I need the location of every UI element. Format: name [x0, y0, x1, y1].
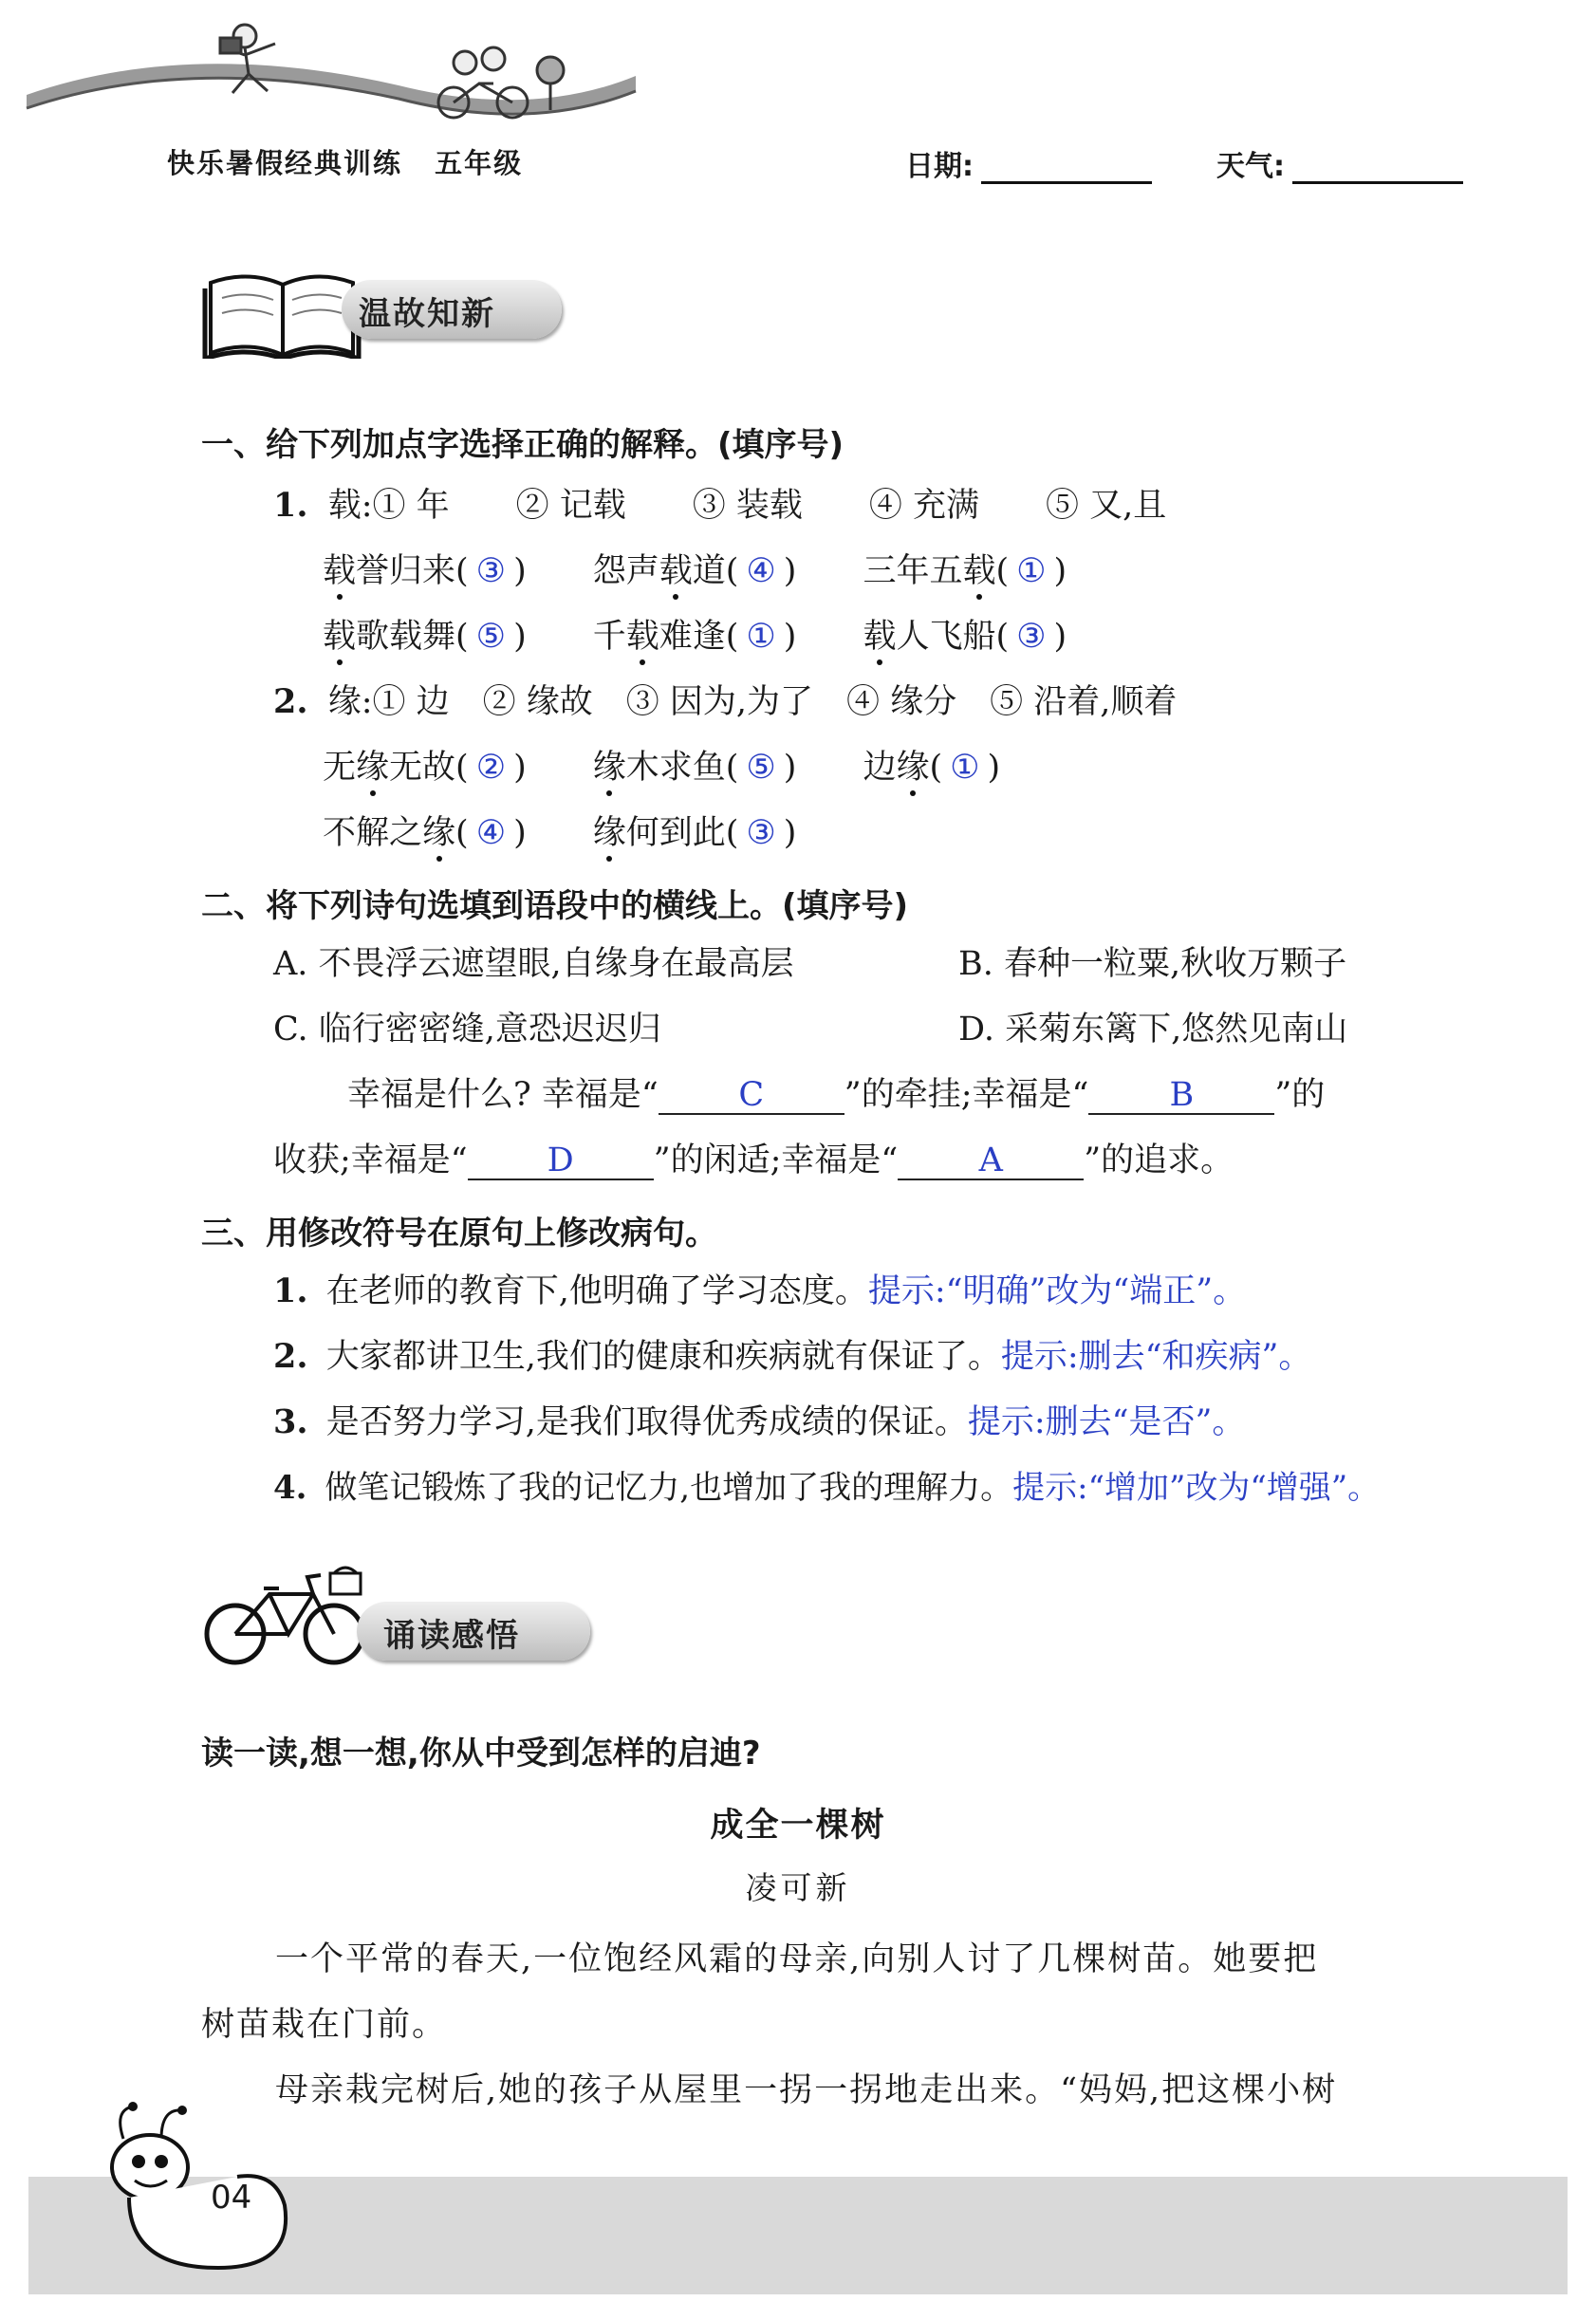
- q1-entry-suffix: (: [929, 749, 943, 787]
- page-number: 04: [211, 2179, 252, 2217]
- date-field: [905, 142, 1152, 184]
- q1-entry-answer[interactable]: ④: [746, 552, 776, 590]
- q1-entry: [863, 747, 1000, 789]
- q1-entry-close: ): [987, 749, 1001, 787]
- q1-entry-answer[interactable]: ⑤: [746, 749, 776, 787]
- article-title: 成全一棵树: [710, 1807, 886, 1845]
- q2-option-a: A. 不畏浮云遮望眼,自缘身在最高层: [273, 945, 794, 983]
- q2-blank-2[interactable]: B: [1088, 1077, 1274, 1115]
- weather-field: [1216, 142, 1463, 184]
- q3-item-1: [273, 1271, 1246, 1312]
- q1-entry-answer[interactable]: ③: [1016, 618, 1047, 656]
- q1-entry-close: ): [1053, 618, 1067, 656]
- q1-entry-answer[interactable]: ②: [475, 749, 507, 787]
- q2-text-5: ”的闲适;幸福是“: [653, 1141, 899, 1179]
- q1-entry-prefix: 边: [863, 749, 897, 787]
- q1-entry-close: ): [783, 618, 797, 656]
- q3-item-3-number: 3.: [273, 1402, 308, 1441]
- q1-entry-answer[interactable]: ⑤: [475, 618, 507, 656]
- q1-entry-answer[interactable]: ①: [746, 618, 776, 656]
- bicycle-icon: [201, 1566, 372, 1670]
- q1-entry: [593, 812, 797, 854]
- q2-paragraph-line2: [273, 1140, 1234, 1181]
- date-label: 日期:: [905, 150, 974, 183]
- q1-entry-dotted-char: 缘: [356, 749, 390, 787]
- q1-entry: [323, 550, 527, 592]
- article-paragraph-1a: 一个平常的春天,一位饱经风霜的母亲,向别人讨了几棵树苗。她要把: [275, 1940, 1319, 1978]
- q2-option-c: C. 临行密密缝,意恐迟迟归: [273, 1011, 661, 1049]
- q1-entry: [863, 616, 1067, 658]
- reading-prompt: 读一读,想一想,你从中受到怎样的启迪?: [201, 1735, 761, 1772]
- date-line: [981, 152, 1152, 184]
- q1-entry-close: ): [513, 552, 527, 590]
- q1-entry-dotted-char: 载: [323, 552, 357, 590]
- q3-item-4-text: 做笔记锻炼了我的记忆力,也增加了我的理解力。: [325, 1469, 1013, 1507]
- q1-entry-suffix: 何到此(: [625, 814, 739, 852]
- q1-entry-prefix: 千: [592, 618, 626, 656]
- question-1-title: 一、给下列加点字选择正确的解释。(填序号): [201, 426, 844, 464]
- running-kids-icon: [220, 25, 275, 93]
- q1-entry-suffix: (: [455, 814, 469, 852]
- q1-entry-suffix: 歌载舞(: [356, 618, 469, 656]
- q1-entry: [593, 616, 797, 658]
- q1-entry-answer[interactable]: ④: [475, 814, 507, 852]
- weather-line: [1292, 152, 1463, 184]
- book-icon: [201, 264, 362, 359]
- section-title-review: 温故知新: [359, 295, 495, 333]
- q1-item1-number: 1.: [273, 486, 308, 525]
- q1-entry: [863, 550, 1067, 592]
- q2-option-d: D. 采菊东篱下,悠然见南山: [958, 1011, 1348, 1049]
- q1-entry-dotted-char: 缘: [422, 814, 456, 852]
- q2-text-1: 幸福是什么? 幸福是“: [347, 1076, 659, 1114]
- q3-item-2-hint: 提示:删去“和疾病”。: [1000, 1338, 1312, 1376]
- q1-item2-number: 2.: [273, 682, 308, 721]
- q1-entry-prefix: 无: [323, 749, 357, 787]
- article-author: 凌可新: [745, 1869, 851, 1906]
- question-3-title: 三、用修改符号在原句上修改病句。: [201, 1215, 717, 1253]
- header-illustration: [0, 0, 683, 142]
- q2-blank-3[interactable]: D: [468, 1142, 654, 1180]
- q1-entry-suffix: 木求鱼(: [625, 749, 739, 787]
- q1-entry: [593, 747, 797, 789]
- q1-entry-dotted-char: 载: [659, 552, 693, 590]
- section-title-reading: 诵读感悟: [383, 1617, 520, 1655]
- q1-item1-row2: [323, 616, 1067, 658]
- q2-text-4: 收获;幸福是“: [273, 1141, 468, 1179]
- snail-icon: [95, 2101, 304, 2281]
- q2-blank-1[interactable]: C: [659, 1077, 844, 1115]
- q2-option-b: B. 春种一粒粟,秋收万颗子: [958, 945, 1347, 983]
- q3-item-3: [273, 1401, 1245, 1443]
- q1-entry-suffix: 人飞船(: [896, 618, 1010, 656]
- q2-text-3: ”的: [1274, 1076, 1326, 1114]
- q1-entry-suffix: 无故(: [389, 749, 469, 787]
- header-series: [167, 142, 523, 181]
- q1-entry-suffix: 誉归来(: [356, 552, 469, 590]
- series-name: 快乐暑假经典训练: [167, 147, 403, 179]
- q3-item-4-hint: 提示:“增加”改为“增强”。: [1012, 1469, 1381, 1507]
- q1-entry-suffix: (: [995, 552, 1010, 590]
- q1-entry-dotted-char: 载: [625, 618, 659, 656]
- q3-item-4: [273, 1467, 1380, 1509]
- article-paragraph-2: 母亲栽完树后,她的孩子从屋里一拐一拐地走出来。“妈妈,把这棵小树: [275, 2071, 1338, 2109]
- q2-text-2: ”的牵挂;幸福是“: [844, 1076, 1089, 1114]
- q1-entry-close: ): [783, 814, 797, 852]
- q3-item-1-text: 在老师的教育下,他明确了学习态度。: [325, 1272, 868, 1310]
- q1-item1-row1: [323, 550, 1067, 592]
- q3-item-2: [273, 1336, 1311, 1378]
- weather-label: 天气:: [1216, 150, 1285, 183]
- q1-entry: [593, 550, 797, 592]
- q1-entry-dotted-char: 载: [962, 552, 996, 590]
- q1-entry-dotted-char: 缘: [896, 749, 930, 787]
- q1-entry-suffix: 难逢(: [659, 618, 739, 656]
- q1-entry: [323, 747, 527, 789]
- q1-entry-close: ): [783, 552, 797, 590]
- q3-item-2-number: 2.: [273, 1337, 308, 1376]
- q3-item-1-hint: 提示:“明确”改为“端正”。: [867, 1272, 1247, 1310]
- q1-entry-close: ): [513, 814, 527, 852]
- q1-entry-suffix: 道(: [692, 552, 739, 590]
- q1-entry-answer[interactable]: ①: [1016, 552, 1047, 590]
- q1-entry-answer[interactable]: ③: [475, 552, 507, 590]
- q1-entry-dotted-char: 缘: [592, 749, 626, 787]
- q2-text-6: ”的追求。: [1084, 1141, 1234, 1179]
- grade-label: 五年级: [435, 147, 524, 179]
- q1-item1-def-text: 载:① 年 ② 记载 ③ 装载 ④ 充满 ⑤ 又,且: [327, 487, 1167, 525]
- q2-blank-4[interactable]: A: [898, 1142, 1084, 1180]
- q1-entry-close: ): [513, 749, 527, 787]
- q1-entry-dotted-char: 载: [863, 618, 897, 656]
- q1-entry-prefix: 怨声: [592, 552, 659, 590]
- q3-item-1-number: 1.: [273, 1271, 308, 1310]
- q1-item2-row2: [323, 812, 863, 854]
- q1-entry: [323, 616, 527, 658]
- article-paragraph-1b: 树苗栽在门前。: [201, 2006, 448, 2044]
- q1-entry-close: ): [513, 618, 527, 656]
- q3-item-3-hint: 提示:删去“是否”。: [967, 1403, 1246, 1441]
- q1-item2-definition: [273, 681, 1177, 723]
- q1-entry-dotted-char: 载: [323, 618, 357, 656]
- q1-entry-prefix: 不解之: [323, 814, 423, 852]
- q3-item-4-number: 4.: [273, 1469, 307, 1507]
- q1-entry-close: ): [783, 749, 797, 787]
- q1-entry: [323, 812, 527, 854]
- question-2-title: 二、将下列诗句选填到语段中的横线上。(填序号): [201, 887, 909, 925]
- q2-paragraph-line1: [347, 1074, 1325, 1116]
- q1-entry-close: ): [1053, 552, 1067, 590]
- q3-item-3-text: 是否努力学习,是我们取得优秀成绩的保证。: [325, 1403, 968, 1441]
- q3-item-2-text: 大家都讲卫生,我们的健康和疾病就有保证了。: [325, 1338, 1001, 1376]
- q1-entry-answer[interactable]: ①: [950, 749, 980, 787]
- q1-entry-dotted-char: 缘: [592, 814, 626, 852]
- q1-item1-definition: [273, 485, 1166, 527]
- q1-entry-answer[interactable]: ③: [746, 814, 776, 852]
- q1-entry-prefix: 三年五: [863, 552, 963, 590]
- q1-item2-row1: [323, 747, 1000, 789]
- q1-item2-def-text: 缘:① 边 ② 缘故 ③ 因为,为了 ④ 缘分 ⑤ 沿着,顺着: [327, 683, 1178, 721]
